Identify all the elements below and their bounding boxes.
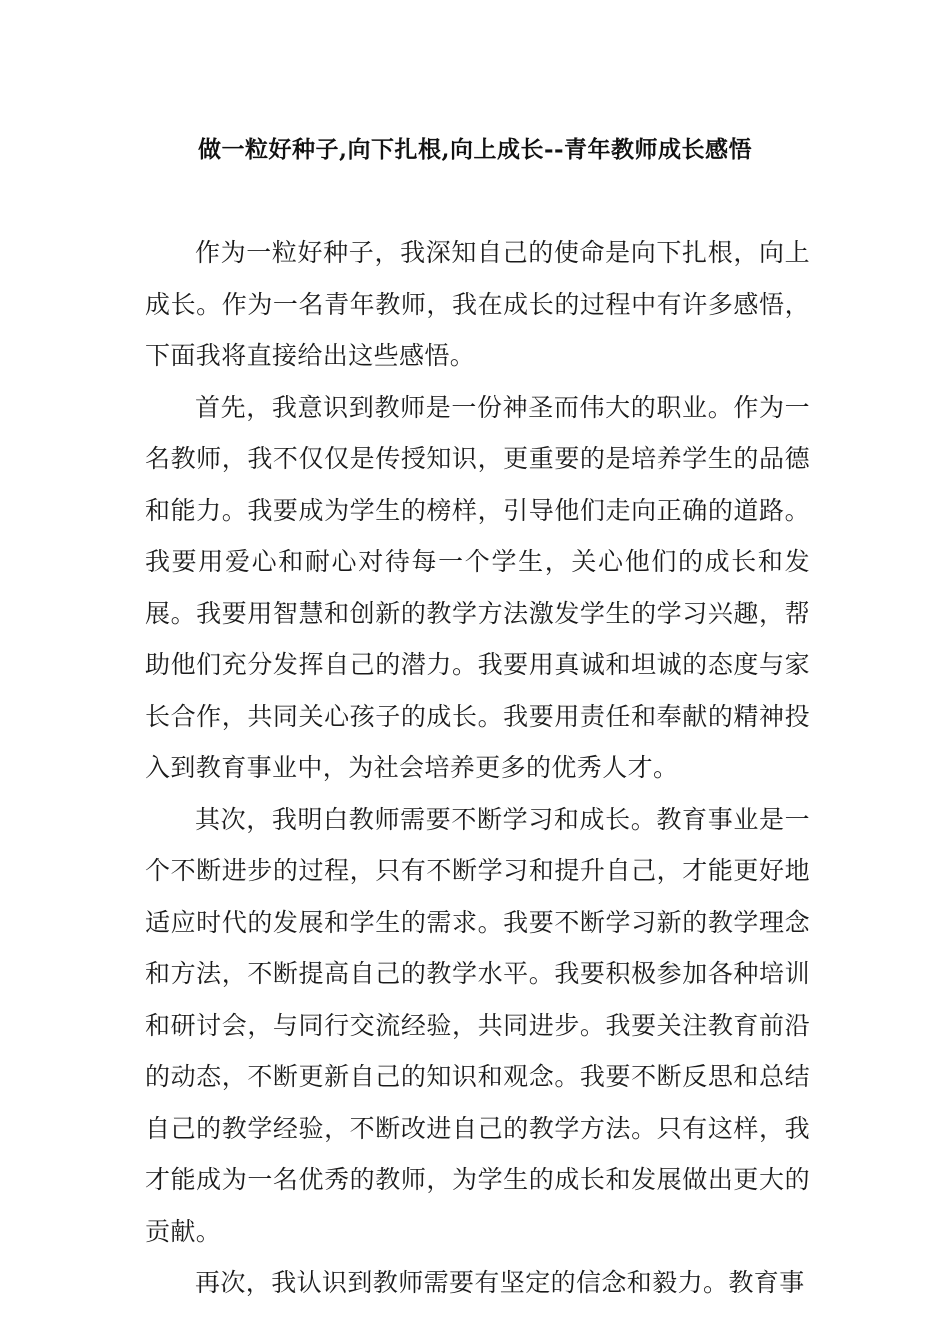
paragraph-intro: 作为一粒好种子，我深知自己的使命是向下扎根，向上成长。作为一名青年教师，我在成长的过程中有许多感悟，下面我将直接给出这些感悟。 xyxy=(145,238,810,370)
document-title: 做一粒好种子,向下扎根,向上成长--青年教师成长感悟 xyxy=(197,136,753,163)
paragraph-third: 再次，我认识到教师需要有坚定的信念和毅力。教育事 xyxy=(195,1268,805,1297)
paragraph-second: 其次，我明白教师需要不断学习和成长。教育事业是一个不断进步的过程，只有不断学习和提升自己，才能更好地适应时代的发展和学生的需求。我要不断学习新的教学理念和方法，不断提高自己的教学水平。我要积极参加各种培训和研讨会，与同行交流经验，共同进步。我要关注教育前沿的动态，不断更新自己的知识和观念。我要不断反思和总结自己的教学经验，不断改进自己的教学方法。只有这样，我才能成为一名优秀的教师，为学生的成长和发展做出更大的贡献。 xyxy=(145,804,810,1246)
document-body xyxy=(145,227,810,1309)
paragraph-first: 首先，我意识到教师是一份神圣而伟大的职业。作为一名教师，我不仅仅是传授知识，更重要的是培养学生的品德和能力。我要成为学生的榜样，引导他们走向正确的道路。我要用爱心和耐心对待每一个学生，关心他们的成长和发展。我要用智慧和创新的教学方法激发学生的学习兴趣，帮助他们充分发挥自己的潜力。我要用真诚和坦诚的态度与家长合作，共同关心孩子的成长。我要用责任和奉献的精神投入到教育事业中，为社会培养更多的优秀人才。 xyxy=(145,392,810,782)
